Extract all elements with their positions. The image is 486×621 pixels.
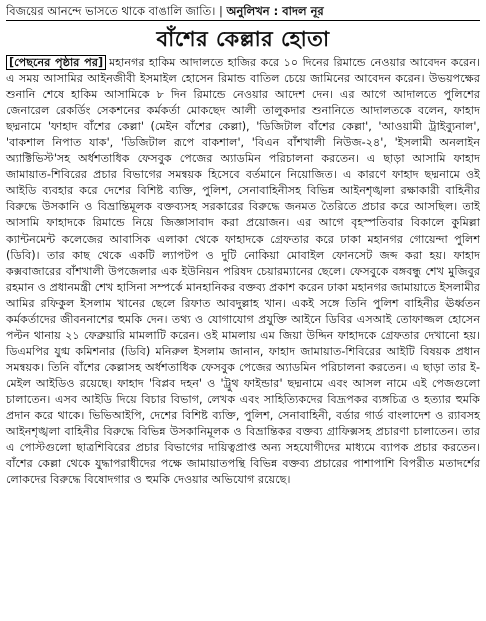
byline-separator: | <box>218 4 227 18</box>
previous-article-tail <box>6 4 480 21</box>
byline: অনুলিখন : বাদল নূর <box>226 4 324 18</box>
article-text: মহানগর হাকিম আদালতে হাজির করে ১০ দিনের রিমান্ডে নেওয়ার আবেদন করেন। এ সময় আসামির আইনজীবী ইসমাইল হোসেন রিমান্ড বাতিল চেয়ে জামিনের আবেদন করেন। উভয়পক্ষের শুনানি শেষে হাকিম আসামিকে ৮ দিন রিমান্ডে নেওয়ার আদেশ দেন। এর আগে আদালতে পুলিশের জেনারেল রেকর্ডিং সেকশনের কর্মকর্তা মোকছেদ আলী তালুকদার শুনানিতে আদালতকে বলেন, ফাহাদ ছদ্মনামে 'ফাহাদ বাঁশের কেল্লা' (মেইন বাঁশের কেল্লা), 'ডিজিটাল বাঁশের কেল্লা', 'আওয়ামী ট্রাইব্যুনাল', 'বাকশাল নিপাত যাক', 'ডিজিটাল রূপে বাকশাল', 'বিএন বাঁশখালী নিউজ-২৪', 'ইসলামী অনলাইন অ্যাক্টিভিস্ট'সহ অর্ধশতাধিক ফেসবুক পেজের অ্যাডমিন পরিচালনা করতেন। এ ছাড়া আসামি ফাহাদ জামায়াত-শিবিরের প্রচার বিভাগের সমন্বয়ক হিসেবে বর্তমানে নিয়োজিত। এ কারণে ফাহাদ ছদ্মনামে ওই আইডি ব্যবহার করে দেশের বিশিষ্ট ব্যক্তি, পুলিশ, সেনাবাহিনীসহ বিভিন্ন আইনশৃঙ্খলা রক্ষাকারী বাহিনীর বিরুদ্ধে উসকানি ও বিভ্রান্তিমূলক বক্তব্যসহ সরকারের বিরুদ্ধে জনমত তৈরিতে প্রচার করে আসছিল। তাই আসামি ফাহাদকে রিমান্ডে নিয়ে জিজ্ঞাসাবাদ করা প্রয়োজন। এর আগে বৃহস্পতিবার বিকালে কুমিল্লা ক্যান্টনমেন্ট কলেজের আবাসিক এলাকা থেকে ফাহাদকে গ্রেফতার করে ঢাকা মহানগর গোয়েন্দা পুলিশ (ডিবি)। তার কাছ থেকে একটি ল্যাপটপ ও দুটি নোকিয়া মোবাইল ফোনসেট জব্দ করা হয়। ফাহাদ কক্সবাজারের বাঁশখালী উপজেলার এক ইউনিয়ন পরিষদ চেয়ারম্যানের ছেলে। ফেসবুকে বঙ্গবন্ধু শেখ মুজিবুর রহমান ও প্রধানমন্ত্রী শেখ হাসিনা সম্পর্কে মানহানিকর বক্তব্য প্রকাশ করেন ঢাকা মহানগর জামায়াতে ইসলামীর আমির রফিকুল ইসলাম খানের ছেলে রিফাত আবদুল্লাহ খান। একই সঙ্গে তিনি পুলিশ বাহিনীর ঊর্ধ্বতন কর্মকর্তাদের জীবননাশের হুমকি দেন। তথ্য ও যোগাযোগ প্রযুক্তি আইনে ডিবির এসআই তোফাজ্জল হোসেন পল্টন থানায় ২১ ফেব্রুয়ারি মামলাটি করেন। ওই মামলায় এম জিয়া উদ্দিন ফাহাদকে গ্রেফতার দেখানো হয়। ডিএমপির যুগ্ম কমিশনার (ডিবি) মনিরুল ইসলাম জানান, ফাহাদ জামায়াত-শিবিরের আইটি বিষয়ক প্রধান সমন্বয়ক। তিনি বাঁশের কেল্লাসহ অর্ধশতাধিক ফেসবুক পেজের অ্যাডমিন পরিচালনা করতেন। এ ছাড়া তার ই-মেইল আইডিও রয়েছে। ফাহাদ 'বিপ্লব দহন' ও 'ট্রুথ ফাইন্ডার' ছদ্মনামে এবং আসল নামে এই পেজগুলো চালাতেন। এসব আইডি দিয়ে বিচার বিভাগ, লেখক এবং সাহিত্যিকদের বিদ্রূপকর ব্যঙ্গচিত্র ও হত্যার হুমকি প্রদান করে থাকে। ভিভিআইপি, দেশের বিশিষ্ট ব্যক্তি, পুলিশ, সেনাবাহিনী, বর্ডার গার্ড বাংলাদেশ ও র‌্যাবসহ আইনশৃঙ্খলা বাহিনীর বিরুদ্ধে বিভিন্ন উসকানিমূলক ও বিভ্রান্তিকর বক্তব্য গ্রাফিক্সসহ প্রচারণা চালাতেন। তার এ পোস্টগুলো ছাত্রশিবিরের প্রচার বিভাগের দায়িত্বপ্রাপ্ত অন্য সহযোগীদের মাধ্যমে ব্যাপক প্রচার করতেন। বাঁশের কেল্লা থেকে যুদ্ধাপরাধীদের পক্ষে জামায়াতপন্থি বিভিন্ন বক্তব্য প্রচারের পাশাপাশি বিপরীত মতাদর্শের লোকদের বিরুদ্ধে বিষোদগার ও হুমকি দেওয়ার অভিযোগ রয়েছে। <box>6 56 480 487</box>
article-body <box>6 55 480 488</box>
previous-article-text: বিজয়ের আনন্দে ভাসতে থাকে বাঙালি জাতি। <box>6 4 216 18</box>
continued-label: [পেছনের পৃষ্ঠার পর] <box>6 55 106 70</box>
article-headline: বাঁশের কেল্লার হোতা <box>156 26 330 51</box>
